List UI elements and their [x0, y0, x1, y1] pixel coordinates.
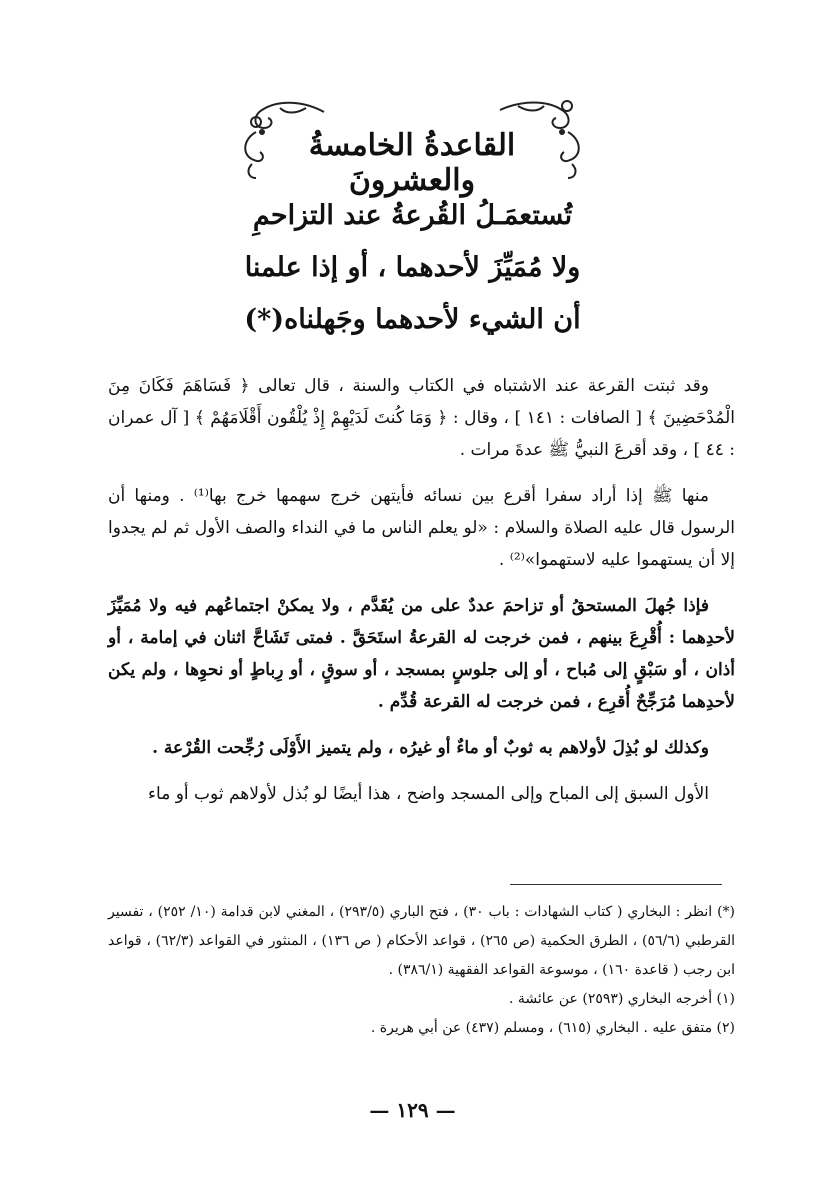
rule-statement-line-2: ولا مُمَيِّزَ لأحدهما ، أو إذا علمنا [244, 252, 581, 283]
footnote-divider [510, 884, 722, 885]
paragraph-continuation: الأول السبق إلى المباح وإلى المسجد واضح ، هذا أيضًا لو بُذل لأولاهم ثوب أو ماء [148, 784, 709, 804]
paragraph-evidence: وقد ثبتت القرعة عند الاشتباه في الكتاب والسنة ، قال تعالى ﴿ فَسَاهَمَ فَكَانَ مِنَ الْمُدْحَضِينَ ﴾ [ الصافات : ١٤١ ] ، وقال : ﴿ وَمَا كُنتَ لَدَيْهِمْ إِذْ يُلْقُون أَقْلَامَهُمْ ﴾ [ آل عمران : ٤٤ ] ، وقد أقرعَ النبيُّ ﷺ عدةَ مرات . [108, 376, 736, 460]
footnote-1: (١) أخرجه البخاري (٢٥٩٣) عن عائشة . [509, 991, 735, 1007]
page-number: — ١٢٩ — [369, 1098, 456, 1122]
rule-statement-line-3: أن الشيء لأحدهما وجَهلناه(*) [244, 304, 581, 335]
footnotes [108, 898, 735, 1043]
paragraph-example: وكذلك لو بُذِلَ لأولاهم به ثوبٌ أو ماءٌ أو غيرُه ، ولم يتميز الأَوْلَى رُجِّحت القُرْعة . [152, 738, 709, 758]
paragraph-ruling: فإذا جُهلَ المستحقُ أو تزاحمَ عددٌ على من يُقَدَّم ، ولا يمكنْ اجتماعُهم فيه ولا مُمَيِّزَ لأحدِهما : أُقْرِعَ بينهم ، فمن خرجت له القرعةُ استَحَقَّ . فمتى تَشَاحَّ اثنان في إمامة ، أو أذان ، أو سَبْقٍ إلى مُباح ، أو إلى جلوسٍ بمسجد ، أو سوقٍ ، أو رِباطٍ أو نحوِها ، ولم يكن لأحدِهما مُرَجِّحٌ أُقرِع ، فمن خرجت له القرعة قُدِّم . [108, 596, 735, 712]
rule-statement-line-1: تُستعمَـلُ القُرعةُ عند التزاحمِ [252, 200, 573, 231]
title-ornament-frame [232, 98, 592, 198]
footnote-2: (٢) متفق عليه . البخاري (٦١٥) ، ومسلم (٤٣٧) عن أبي هريرة . [370, 1020, 735, 1036]
main-text [108, 370, 735, 824]
chapter-title: القاعدةُ الخامسةُ والعشرونَ [308, 128, 516, 198]
footnote-sources: (*) انظر : البخاري ( كتاب الشهادات : باب ٣٠) ، فتح الباري (٢٩٣/٥) ، المغني لابن قدامة (١٠/ ٢٥٢) ، تفسير القرطبي (٥٦/٦) ، الطرق الحكمية (ص ٢٦٥) ، قواعد الأحكام ( ص ١٣٦) ، المنثور في القواعد (٦٢/٣) ، قواعد ابن رجب ( قاعدة ١٦٠) ، موسوعة القواعد الفقهية (٣٨٦/١) . [108, 904, 736, 978]
paragraph-hadith: منها ﷺ إذا أراد سفرا أقرع بين نسائه فأيتهن خرج سهمها خرج بها⁽¹⁾ . ومنها أن الرسول قال عليه الصلاة والسلام : «لو يعلم الناس ما في النداء والصف الأول ثم لم يجدوا إلا أن يستهموا عليه لاستهموا»⁽²⁾ . [108, 486, 735, 570]
